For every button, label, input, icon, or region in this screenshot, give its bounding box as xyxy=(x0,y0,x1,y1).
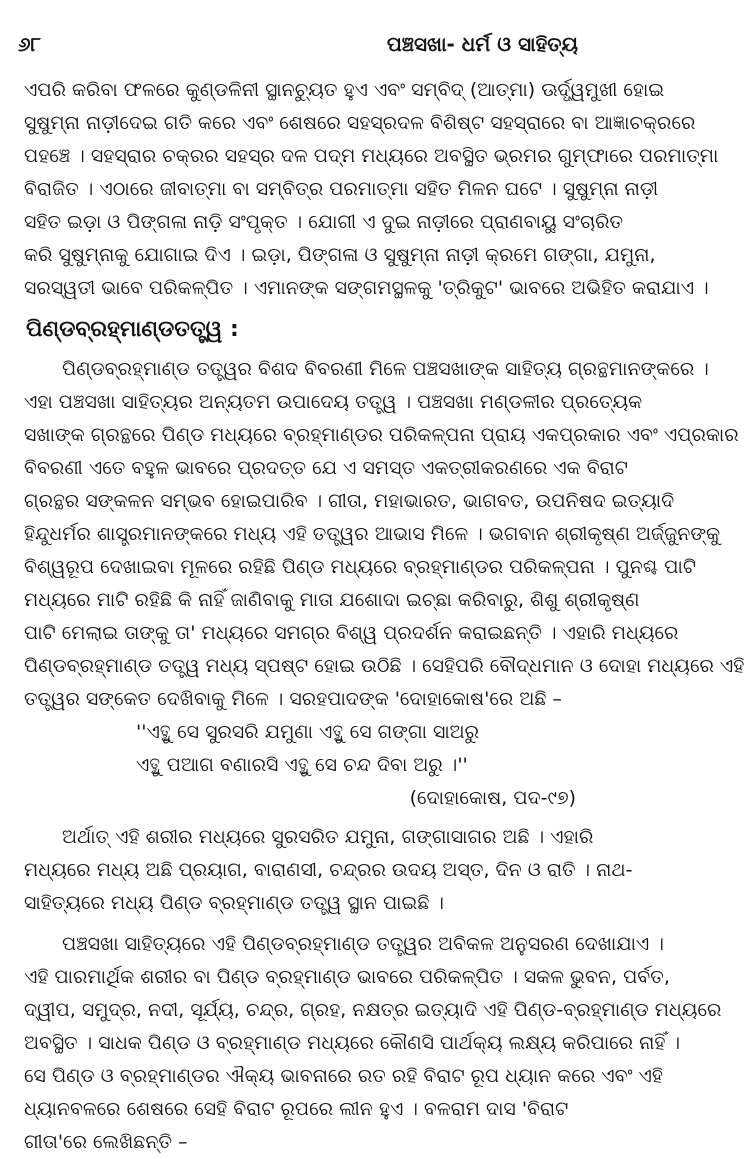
page-number: ୬୮ xyxy=(18,32,41,56)
text-line: ପଞ୍ଚସଖା ସାହିତ୍ୟରେ ଏହି ପିଣ୍ଡବ୍ରହ୍ମାଣ୍ଡ ତତ୍ତ୍ୱର ଅବିକଳ ଅନୁସରଣ ଦେଖାଯାଏ । xyxy=(62,933,664,955)
text-line: ଅବସ୍ଥିତ । ସାଧକ ପିଣ୍ଡ ଓ ବ୍ରହ୍ମାଣ୍ଡ ମଧ୍ୟରେ କୌଣସି ପାର୍ଥକ୍ୟ ଲକ୍ଷ୍ୟ କରିପାରେ ନାହିଁ । xyxy=(24,1032,681,1054)
text-line: ହିନ୍ଦୁଧର୍ମର ଶାସ୍ତ୍ରମାନଙ୍କରେ ମଧ୍ୟ ଏହି ତତ୍ତ୍ୱର ଆଭାସ ମିଳେ । ଭଗବାନ ଶ୍ରୀକୃଷ୍ଣ ଅର୍ଜ୍ଜୁନଙ୍କୁ xyxy=(24,523,721,545)
paragraph-4 xyxy=(24,928,722,1159)
text-line: ଏହା ପଞ୍ଚସଖା ସାହିତ୍ୟର ଅନ୍ୟତମ ଉପାଦେୟ ତତ୍ତ୍ୱ । ପଞ୍ଚସଖା ମଣ୍ଡଳୀର ପ୍ରତ୍ୟେକ xyxy=(24,391,643,413)
text-line: ସୁଷୁମ୍ନା ନାଡ଼ୀଦେଇ ଗତି କରେ ଏବଂ ଶେଷରେ ସହସ୍ରଦଳ ବିଶିଷ୍ଟ ସହସ୍ରାରେ ବା ଆଜ୍ଞାଚକ୍ରରେ xyxy=(24,112,696,134)
text-line: ଅର୍ଥାତ୍ ଏହି ଶରୀର ମଧ୍ୟରେ ସୁରସରିତ ଯମୁନା, ଗଙ୍ଗାସାଗର ଅଛି । ଏହାରି xyxy=(62,826,594,848)
text-line: ଏପରି କରିବା ଫଳରେ କୁଣ୍ଡଳିନୀ ସ୍ଥାନଚ୍ୟୁତ ହୁଏ ଏବଂ ସମ୍ବିଦ୍ (ଆତ୍ମା) ଊର୍ଦ୍ଧ୍ୱମୁଖୀ ହୋଇ xyxy=(24,79,665,101)
text-line: କରି ସୁଷୁମ୍ନାକୁ ଯୋଗାଇ ଦିଏ । ଇଡ଼ା, ପିଙ୍ଗଳା ଓ ସୁଷୁମ୍ନା ନାଡ଼ୀ କ୍ରମେ ଗଙ୍ଗା, ଯମୁନା, xyxy=(24,244,656,266)
text-line: ସେ ପିଣ୍ଡ ଓ ବ୍ରହ୍ମାଣ୍ଡର ଐକ୍ୟ ଭାବନାରେ ରତ ରହି ବିରାଟ ରୂପ ଧ୍ୟାନ କରେ ଏବଂ ଏହି xyxy=(24,1065,663,1087)
text-line: ବିବରଣୀ ଏତେ ବହୁଳ ଭାବରେ ପ୍ରଦତ୍ତ ଯେ ଏ ସମସ୍ତ ଏକତ୍ରୀକରଣରେ ଏକ ବିରାଟ xyxy=(24,457,628,479)
text-line: ବିରାଜିତ । ଏଠାରେ ଜୀବାତ୍ମା ବା ସମ୍ବିତ୍‌ର ପରମାତ୍ମା ସହିତ ମିଳନ ଘଟେ । ସୁଷୁମ୍ନା ନାଡ଼ୀ xyxy=(24,178,659,200)
text-line: ମଧ୍ୟରେ ମଧ୍ୟ ଅଛି ପ୍ରୟାଗ, ବାରାଣସୀ, ଚନ୍ଦ୍ରର ଉଦୟ ଅସ୍ତ, ଦିନ ଓ ରାତି । ନାଥ- xyxy=(24,859,633,881)
page-body xyxy=(24,74,744,1159)
running-head: ପଞ୍ଚସଖା- ଧର୍ମ ଓ ସାହିତ୍ୟ xyxy=(386,32,578,56)
text-line: ବିଶ୍ୱରୂପ ଦେଖାଇବା ମୂଳରେ ରହିଛି ପିଣ୍ଡ ମଧ୍ୟରେ ବ୍ରହ୍ମାଣ୍ଡର ପରିକଳ୍ପନା । ପୁନଶ୍ଚ ପାଟି xyxy=(24,556,697,578)
text-line: ସଖାଙ୍କ ଗ୍ରନ୍ଥରେ ପିଣ୍ଡ ମଧ୍ୟରେ ବ୍ରହ୍ମାଣ୍ଡର ପରିକଳ୍ପନା ପ୍ରାୟ ଏକପ୍ରକାର ଏବଂ ଏପ୍ରକାର xyxy=(24,424,739,446)
section-heading: ପିଣ୍ଡବ୍ରହ୍ମାଣ୍ଡତତ୍ତ୍ୱ : xyxy=(26,317,239,342)
text-line: ଧ୍ୟାନବଳରେ ଶେଷରେ ସେହି ବିରାଟ ରୂପରେ ଲୀନ ହୁଏ । ବଳରାମ ଦାସ 'ବିରାଟ xyxy=(24,1098,569,1120)
quote-line: ''ଏତ୍ଥୁ ସେ ସୁରସରି ଯମୁଣା ଏତ୍ଥୁ ସେ ଗଙ୍ଗା ସାଅରୁ xyxy=(136,721,480,743)
text-line: ଗୀତା'ରେ ଲେଖିଛନ୍ତି – xyxy=(24,1131,188,1153)
text-line: ପାଟି ମେଲାଇ ତାଙ୍କୁ ତା' ମଧ୍ୟରେ ସମଗ୍ର ବିଶ୍ୱ ପ୍ରଦର୍ଶନ କରାଇଛନ୍ତି । ଏହାରି ମଧ୍ୟରେ xyxy=(24,622,679,644)
text-line: ଏହି ପାରମାର୍ଥିକ ଶରୀର ବା ପିଣ୍ଡ ବ୍ରହ୍ମାଣ୍ଡ ଭାବରେ ପରିକଳ୍ପିତ । ସକଳ ଭୁବନ, ପର୍ବତ, xyxy=(24,966,670,988)
text-line: ଦ୍ୱୀପ, ସମୁଦ୍ର, ନଦୀ, ସୂର୍ଯ୍ୟ, ଚନ୍ଦ୍ର, ଗ୍ରହ, ନକ୍ଷତ୍ର ଇତ୍ୟାଦି ଏହି ପିଣ୍ଡ-ବ୍ରହ୍ମାଣ୍ଡ ମଧ୍ୟରେ xyxy=(24,999,722,1021)
paragraph-2 xyxy=(24,353,744,716)
text-line: ମଧ୍ୟରେ ମାଟି ରହିଛି କି ନାହିଁ ଜାଣିବାକୁ ମାତା ଯଶୋଦା ଇଚ୍ଛା କରିବାରୁ, ଶିଶୁ ଶ୍ରୀକୃଷ୍ଣ xyxy=(24,589,640,611)
quote-line: ଏତ୍ଥୁ ପଆଗ ବଣାରସି ଏତ୍ଥୁ ସେ ଚନ୍ଦ ଦିବା ଅରୁ ।'' xyxy=(136,754,468,776)
text-line: ସହିତ ଇଡ଼ା ଓ ପିଙ୍ଗଳା ନାଡ଼ି ସଂପୃକ୍ତ । ଯୋଗୀ ଏ ଦୁଇ ନାଡ଼ୀରେ ପ୍ରାଣବାୟୁ ସଂଚାରିତ xyxy=(24,211,624,233)
text-line: ତତ୍ତ୍ୱର ସଙ୍କେତ ଦେଖିବାକୁ ମିଳେ । ସରହପାଦଙ୍କ 'ଦୋହାକୋଷ'ରେ ଅଛି – xyxy=(24,688,562,710)
text-line: ସାହିତ୍ୟରେ ମଧ୍ୟ ପିଣ୍ଡ ବ୍ରହ୍ମାଣ୍ଡ ତତ୍ତ୍ୱ ସ୍ଥାନ ପାଇଛି । xyxy=(24,892,444,914)
text-line: ପହଞ୍ଚେ । ସହସ୍ରାର ଚକ୍ରର ସହସ୍ର ଦଳ ପଦ୍ମ ମଧ୍ୟରେ ଅବସ୍ଥିତ ଭ୍ରମର ଗୁମ୍ଫାରେ ପରମାତ୍ମା xyxy=(24,145,719,167)
text-line: ସରସ୍ୱତୀ ଭାବେ ପରିକଳ୍ପିତ । ଏମାନଙ୍କ ସଙ୍ଗମସ୍ଥଳକୁ 'ତ୍ରିକୁଟ' ଭାବରେ ଅଭିହିତ କରାଯାଏ । xyxy=(24,277,709,299)
paragraph-1 xyxy=(24,74,719,305)
quote-citation: (ଦୋହାକୋଷ, ପଦ-୯୭) xyxy=(409,787,576,809)
paragraph-gap xyxy=(24,920,586,928)
text-line: ପିଣ୍ଡବ୍ରହ୍ମାଣ୍ଡ ତତ୍ତ୍ୱ ମଧ୍ୟ ସ୍ପଷ୍ଟ ହୋଇ ଉଠିଛି । ସେହିପରି ବୌଦ୍ଧମାନ ଓ ଦୋହା ମଧ୍ୟରେ ଏହି xyxy=(24,655,744,677)
paragraph-3 xyxy=(24,821,633,920)
text-line: ଗ୍ରନ୍ଥର ସଙ୍କଳନ ସମ୍ଭବ ହୋଇପାରିବ । ଗୀତା, ମହାଭାରତ, ଭାଗବତ, ଉପନିଷଦ ଇତ୍ୟାଦି xyxy=(24,490,675,512)
text-line: ପିଣ୍ଡବ୍ରହ୍ମାଣ୍ଡ ତତ୍ତ୍ୱର ବିଶଦ ବିବରଣୀ ମିଳେ ପଞ୍ଚସଖାଙ୍କ ସାହିତ୍ୟ ଗ୍ରନ୍ଥମାନଙ୍କରେ । xyxy=(62,358,709,380)
verse-quote xyxy=(24,716,586,782)
page-header xyxy=(0,32,600,62)
